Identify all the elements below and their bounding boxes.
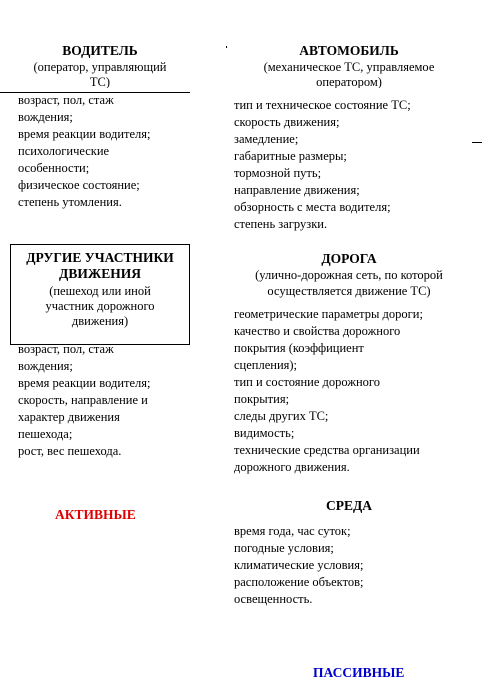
other-participants-factor: возраст, пол, стаж: [18, 342, 114, 356]
other-participants-factor: вождения;: [18, 359, 73, 373]
driver-factor: физическое состояние;: [18, 178, 140, 192]
road-factor: покрытия (коэффициент: [234, 341, 364, 355]
car-factor: степень загрузки.: [234, 217, 328, 231]
car-factor: тип и техническое состояние ТС;: [234, 98, 411, 112]
other-participants-factor: пешехода;: [18, 427, 73, 441]
other-participants-factor: рост, вес пешехода.: [18, 444, 122, 458]
road-factor: следы других ТС;: [234, 409, 329, 423]
car-factor: тормозной путь;: [234, 166, 322, 180]
road-factor: сцепления);: [234, 358, 298, 372]
road-factor: тип и состояние дорожного: [234, 375, 380, 389]
other-participants-subtitle-line1: (пешеход или иной: [49, 284, 151, 298]
road-subtitle-line1: (улично-дорожная сеть, по которой: [255, 268, 443, 282]
road-factor: покрытия;: [234, 392, 290, 406]
other-participants-factor: характер движения: [18, 410, 120, 424]
road-title: ДОРОГА: [321, 251, 377, 266]
driver-factor: вождения;: [18, 110, 73, 124]
passive-label: ПАССИВНЫЕ: [313, 665, 405, 680]
driver-factor: возраст, пол, стаж: [18, 93, 114, 107]
car-factor: габаритные размеры;: [234, 149, 347, 163]
car-factor: обзорность с места водителя;: [234, 200, 391, 214]
driver-subtitle-line1: (оператор, управляющий: [33, 60, 167, 74]
road-factor: геометрические параметры дороги;: [234, 307, 423, 321]
car-corner-tick: [226, 46, 227, 48]
environment-title: СРЕДА: [325, 498, 373, 513]
other-participants-factor-list: [18, 341, 150, 460]
driver-title: ВОДИТЕЛЬ: [62, 43, 138, 58]
other-participants-factor: время реакции водителя;: [18, 376, 151, 390]
road-factor: технические средства организации: [234, 443, 420, 457]
other-participants-box: [10, 244, 190, 345]
car-factor: направление движения;: [234, 183, 360, 197]
environment-factor: климатические условия;: [234, 558, 364, 572]
environment-factor-list: [234, 523, 364, 608]
environment-factor: расположение объектов;: [234, 575, 364, 589]
other-participants-title-line2: ДВИЖЕНИЯ: [59, 266, 141, 281]
car-factor: скорость движения;: [234, 115, 340, 129]
car-factor: замедление;: [234, 132, 299, 146]
driver-factor: психологические: [18, 144, 110, 158]
driver-factor: степень утомления.: [18, 195, 122, 209]
environment-factor: погодные условия;: [234, 541, 334, 555]
driver-factor: время реакции водителя;: [18, 127, 151, 141]
car-subtitle-line1: (механическое ТС, управляемое: [263, 60, 435, 74]
other-participants-title-line1: ДРУГИЕ УЧАСТНИКИ: [26, 250, 174, 265]
driver-factor-list: [18, 92, 150, 211]
environment-factor: освещенность.: [234, 592, 313, 606]
right-edge-tick: [472, 142, 482, 143]
road-subtitle-line2: осуществляется движение ТС): [267, 284, 431, 298]
road-factor: видимость;: [234, 426, 295, 440]
car-factor-list: [234, 97, 411, 233]
other-participants-factor: скорость, направление и: [18, 393, 148, 407]
environment-factor: время года, час суток;: [234, 524, 351, 538]
driver-subtitle-line2: ТС): [89, 75, 111, 88]
road-factor-list: [234, 306, 423, 476]
road-factor: качество и свойства дорожного: [234, 324, 401, 338]
car-subtitle-line2: оператором): [316, 75, 382, 88]
road-factor: дорожного движения.: [234, 460, 350, 474]
other-participants-subtitle-line2: участник дорожного: [45, 299, 155, 313]
driver-factor: особенности;: [18, 161, 90, 175]
other-participants-subtitle-line3: движения): [71, 314, 129, 328]
car-title: АВТОМОБИЛЬ: [299, 43, 399, 58]
active-label: АКТИВНЫЕ: [55, 507, 136, 522]
